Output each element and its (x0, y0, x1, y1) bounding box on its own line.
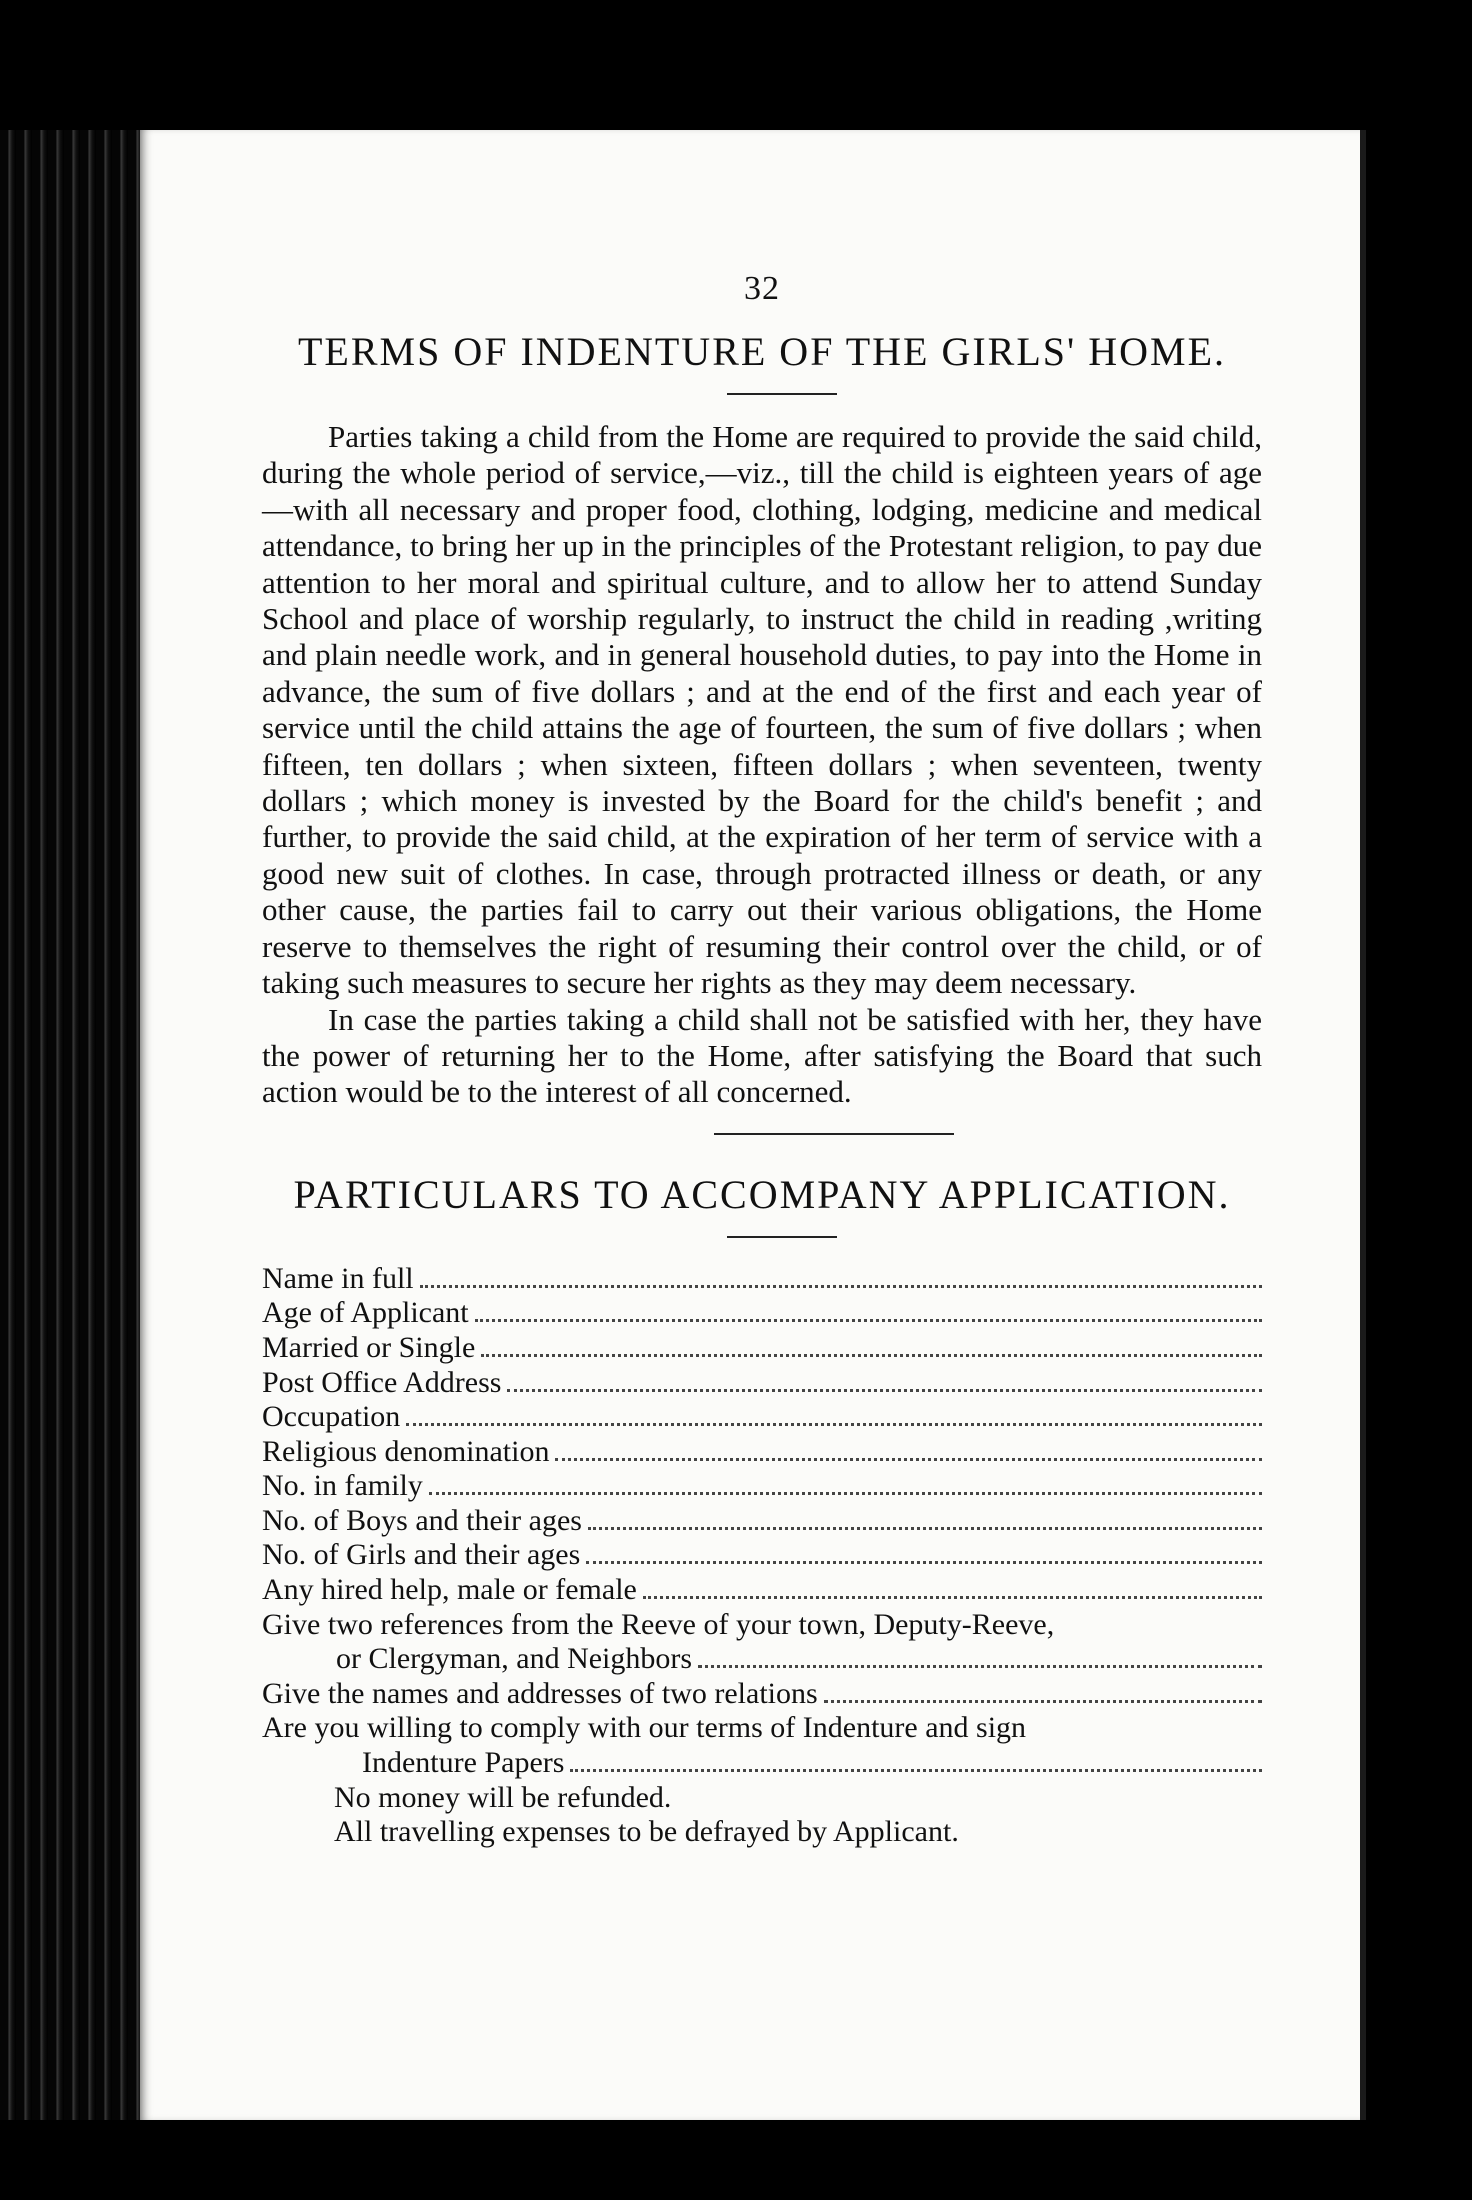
terms-heading: TERMS OF INDENTURE OF THE GIRLS' HOME. (297, 329, 1227, 374)
dotted-leader (475, 1319, 1262, 1322)
field-label: No. in family (262, 1469, 423, 1503)
form-field (262, 1331, 1262, 1366)
form-field (262, 1538, 1262, 1573)
form-field (262, 1296, 1262, 1331)
relations-field (262, 1677, 1262, 1712)
field-label: Married or Single (262, 1330, 476, 1364)
section-rule (714, 1133, 954, 1135)
references-field (262, 1608, 1262, 1643)
field-label: Are you willing to comply with our terms of Indenture and sign (262, 1711, 1027, 1745)
application-form (262, 1262, 1262, 1850)
book-binding-edge (0, 130, 140, 2120)
dotted-leader (588, 1527, 1262, 1530)
field-label: or Clergyman, and Neighbors (336, 1642, 693, 1676)
field-label: No. of Girls and their ages (262, 1538, 581, 1572)
heading-rule (727, 393, 837, 395)
field-label: Religious denomination (262, 1434, 550, 1468)
field-label: Occupation (262, 1400, 401, 1434)
form-field (262, 1400, 1262, 1435)
terms-paragraph: In case the parties taking a child shall not be satisfied with her, they have the power of returning her to the Home, after satisfying the Board that such action would be to the interest of all concerned. (262, 1001, 1262, 1110)
dotted-leader (420, 1285, 1262, 1288)
book-page (140, 130, 1360, 2120)
dotted-leader (555, 1458, 1262, 1461)
expenses-note: All travelling expenses to be defrayed by Applicant. (334, 1815, 959, 1849)
dotted-leader (643, 1596, 1262, 1599)
dotted-leader (406, 1423, 1262, 1426)
field-label: Name in full (262, 1261, 414, 1295)
field-label: Post Office Address (262, 1365, 502, 1399)
page-content (262, 270, 1382, 1850)
form-field (262, 1262, 1262, 1297)
field-label: Any hired help, male or female (262, 1573, 637, 1607)
dotted-leader (429, 1492, 1262, 1495)
field-label: Indenture Papers (362, 1746, 565, 1780)
form-field (262, 1504, 1262, 1539)
field-label: Give two references from the Reeve of your town, Deputy-Reeve, (262, 1607, 1055, 1641)
dotted-leader (586, 1561, 1262, 1564)
application-heading: PARTICULARS TO ACCOMPANY APPLICATION. (293, 1171, 1231, 1217)
dotted-leader (698, 1665, 1262, 1668)
form-field (262, 1435, 1262, 1470)
field-label: Give the names and addresses of two relations (262, 1676, 818, 1710)
dotted-leader (570, 1769, 1262, 1772)
form-field (262, 1469, 1262, 1504)
field-label: Age of Applicant (262, 1296, 469, 1330)
form-field (262, 1573, 1262, 1608)
comply-field-continued (262, 1746, 1262, 1781)
form-field (262, 1366, 1262, 1401)
references-field-continued (262, 1642, 1262, 1677)
dotted-leader (507, 1389, 1262, 1392)
dotted-leader (824, 1700, 1262, 1703)
terms-paragraph: Parties taking a child from the Home are required to provide the said child, during the whole period of service,—viz., till the child is eighteen years of age—with all necessary and proper food, clothing, lodging, medicine and medical attendance, to bring her up in the principles of the Protestant religion, to pay due attention to her moral and spiritual culture, and to allow her to attend Sunday School and place of worship regularly, to instruct the child in reading ,writing and plain needle work, and in general household duties, to pay into the Home in advance, the sum of five dollars ; and at the end of the first and each year of service until the child attains the age of fourteen, the sum of five dollars ; when fifteen, ten dollars ; when sixteen, fifteen dollars ; when seventeen, twenty dollars ; which money is invested by the Board for the child's benefit ; and further, to provide the said child, at the expiration of her term of service with a good new suit of clothes. In case, through protracted illness or death, or any other cause, the parties fail to carry out their various obligations, the Home reserve to themselves the right of resuming their control over the child, or of taking such measures to secure her rights as they may deem necessary. (262, 419, 1262, 1001)
heading-rule (727, 1236, 837, 1238)
refund-note: No money will be refunded. (334, 1780, 672, 1814)
dotted-leader (481, 1354, 1262, 1357)
comply-field (262, 1711, 1262, 1746)
field-label: No. of Boys and their ages (262, 1503, 582, 1537)
page-number: 32 (744, 270, 780, 307)
